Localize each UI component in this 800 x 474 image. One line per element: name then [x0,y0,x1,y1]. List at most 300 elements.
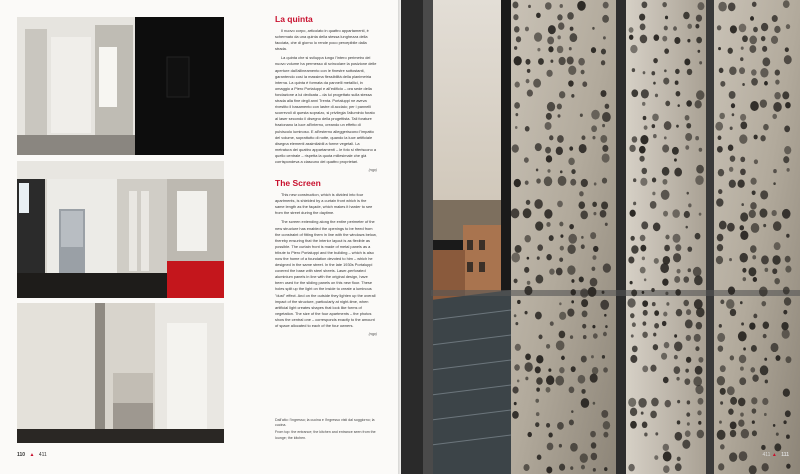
perforation-hole [696,322,703,330]
perforation-hole [763,224,766,227]
perforation-hole [593,246,598,252]
magazine-issue: 411 [762,452,771,458]
perforation-hole [783,389,790,397]
perforation-hole [740,231,748,240]
perforation-hole [545,122,552,130]
perforation-hole [581,70,585,75]
perforation-hole [602,355,605,359]
perforation-hole [676,91,681,96]
perforation-hole [590,431,596,438]
perforation-hole [683,12,690,19]
perforation-hole [697,50,700,53]
perforation-hole [588,287,597,297]
perforation-hole [664,26,668,31]
perforation-hole [568,158,574,165]
perforation-hole [772,210,777,216]
perforation-hole [567,245,575,255]
perforation-hole [629,27,634,33]
perforation-hole [630,313,635,318]
perforation-hole [784,146,791,154]
body-paragraph: This new construction, which is divided into four apartments, is shielded by a curtain front which is the same length as the façade, which makes it harder to see from the street during the daytime. [275,192,373,216]
perforation-hole [677,269,681,274]
perforation-hole [524,362,532,372]
perforation-hole [685,133,692,141]
perforation-hole [661,353,667,360]
perforation-hole [675,69,680,74]
perforation-hole [650,201,657,209]
perforation-hole [557,46,563,53]
perforation-hole [592,367,598,374]
perforation-hole [559,302,561,305]
perforation-hole [748,267,756,276]
perforation-hole [582,310,588,317]
perforation-hole [730,430,736,437]
perforation-hole [763,124,769,130]
perforation-hole [743,277,747,281]
perforation-hole [749,322,755,329]
perforation-hole [741,46,744,49]
perforation-hole [546,113,552,120]
perforation-hole [591,453,598,460]
perforation-hole [580,211,588,220]
perforation-hole [751,345,757,352]
perforation-hole [759,209,767,218]
perforation-hole [514,314,517,317]
perforation-hole [527,281,531,285]
perforation-hole [525,126,530,131]
perforation-hole [583,335,587,339]
perforation-hole [525,27,529,32]
photo-captions [275,418,377,443]
perforation-hole [760,68,768,77]
perforation-hole [557,35,560,39]
perforation-hole [719,221,727,230]
perforation-hole [642,1,648,8]
magazine-logo-icon: ▲ [771,452,777,458]
perforation-hole [730,25,737,33]
perforation-hole [752,408,757,413]
perforation-hole [559,257,563,262]
perforation-hole [640,135,648,144]
perforation-hole [548,368,551,372]
perforation-hole [674,341,682,351]
perforation-hole [687,192,689,195]
perforation-hole [523,208,532,218]
perforation-hole [568,66,576,75]
perforation-hole [698,357,703,363]
perforation-hole [536,178,541,183]
perforation-hole [592,255,596,260]
perforation-hole [730,355,734,360]
perforation-hole [514,102,520,109]
perforation-hole [786,356,792,363]
perforation-hole [765,380,768,384]
perforation-hole [511,253,520,263]
perforation-hole [640,178,647,186]
perforation-hole [772,268,777,274]
perforation-hole [642,422,648,428]
perforation-hole [699,148,703,152]
perforation-hole [536,168,538,171]
perforation-hole [630,210,636,217]
perforation-hole [514,364,520,370]
perforation-hole [630,281,633,285]
perforation-hole [592,202,597,207]
perforation-hole [643,71,646,74]
perforation-hole [664,342,670,348]
perforation-hole [715,122,723,131]
perforation-hole [686,100,692,107]
perforation-hole [675,463,682,471]
perforation-hole [696,307,705,317]
perforation-hole [686,357,691,363]
perforation-hole [730,309,736,316]
perforation-hole [605,223,608,226]
perforation-hole [739,24,747,33]
perforation-hole [536,412,540,416]
perforation-hole [547,37,554,45]
perforation-hole [738,331,747,341]
perforation-hole [547,443,554,451]
perforation-hole [727,223,735,232]
perforation-hole [718,169,724,176]
perforation-hole [525,311,528,315]
perforation-hole [641,411,644,414]
perforation-hole [664,69,667,72]
perforation-hole [762,57,770,66]
perforation-hole [640,245,646,252]
perforation-hole [601,49,606,55]
perforation-hole [751,223,760,233]
perforation-hole [526,79,530,83]
perforation-hole [774,26,780,33]
perforation-hole [640,23,646,30]
perforation-hole [752,255,756,259]
perforation-hole [773,424,776,427]
perforation-hole [578,201,585,209]
perforation-hole [783,420,786,424]
perforation-hole [676,125,679,128]
perforation-hole [750,367,755,372]
perforation-hole [784,297,791,305]
perforation-hole [602,291,605,294]
perforation-hole [536,377,543,385]
perforation-hole [642,365,648,372]
perforation-hole [580,288,588,297]
perforation-hole [603,263,611,272]
perforation-hole [537,455,542,460]
perforation-hole [578,58,585,66]
perforation-hole [559,222,563,227]
perforation-hole [604,314,606,317]
perforation-hole [593,402,596,405]
perforation-hole [717,146,723,153]
perforation-hole [741,429,749,439]
perforation-hole [557,201,563,208]
perforation-hole [644,278,646,281]
perforation-hole [644,433,647,437]
perforation-hole [727,386,735,395]
perforation-hole [728,3,736,12]
perforation-hole [592,325,595,329]
perforation-hole [535,221,543,230]
perforation-hole [524,235,531,242]
perforation-hole [653,58,658,63]
perforation-hole [776,432,779,435]
perforation-hole [738,419,744,426]
perforation-hole [535,312,542,320]
perforation-hole [527,432,532,437]
perforation-hole [785,47,789,52]
perforation-hole [740,301,743,304]
perforation-hole [753,27,758,33]
perforation-hole [642,321,646,325]
perforation-hole [516,36,521,42]
perforation-hole [698,398,704,405]
perforation-hole [685,115,690,121]
perforation-hole [581,244,585,249]
perforation-hole [752,2,757,7]
perforation-hole [773,102,782,112]
perforation-hole [695,175,703,185]
perforation-hole [640,267,646,274]
perforation-hole [674,366,681,374]
perforation-hole [569,224,574,229]
perforation-hole [740,169,746,176]
perforation-hole [650,411,657,419]
perforation-hole [571,366,576,372]
perforation-hole [534,32,542,41]
perforation-hole [517,380,520,383]
perforation-hole [717,430,726,440]
perforation-hole [652,178,656,183]
author-signature: (ngp) [368,168,377,173]
perforated-screen-photo [401,0,800,474]
perforation-hole [578,375,586,384]
perforation-hole [686,226,688,229]
perforation-hole [663,312,667,317]
perforation-hole [603,36,606,39]
perforation-hole [761,255,769,264]
perforation-hole [579,276,584,282]
perforation-hole [739,451,748,461]
perforation-hole [514,402,517,405]
perforation-hole [782,209,791,219]
perforation-hole [605,104,610,109]
perforation-hole [785,410,791,417]
perforation-hole [739,355,746,364]
perforation-hole [720,444,725,449]
perforation-hole [546,344,550,349]
perforation-hole [761,301,766,306]
perforation-hole [546,466,552,473]
perforation-hole [694,275,703,285]
perforation-hole [653,34,659,40]
perforation-hole [720,81,725,87]
section-heading-english: The Screen [275,178,321,189]
perforation-hole [533,79,541,88]
perforation-hole [653,82,656,85]
perforation-hole [728,48,733,54]
right-page-photo [401,0,800,474]
perforation-hole [652,114,659,122]
perforation-hole [546,387,551,393]
perforation-hole [729,91,736,99]
perforation-hole [762,398,768,405]
perforation-hole [569,387,575,394]
perforation-hole [719,324,722,328]
perforation-hole [749,210,756,218]
perforation-hole [696,15,702,22]
perforation-hole [560,4,563,8]
perforation-hole [741,322,744,325]
perforation-hole [512,386,518,393]
perforation-hole [633,178,636,182]
perforation-hole [696,165,704,174]
perforation-hole [662,145,669,153]
perforation-hole [537,256,540,259]
perforation-hole [759,287,768,297]
perforation-hole [653,134,657,138]
perforation-hole [718,136,722,140]
perforation-hole [695,24,699,29]
perforation-hole [570,443,578,452]
perforation-hole [688,268,691,272]
perforation-hole [524,286,532,295]
perforation-hole [684,59,690,66]
caption-english: From top: the entrance; the kitchen and entrance seen from the lounge; the kitchen. [275,430,376,440]
perforation-hole [590,374,598,383]
perforation-hole [673,26,677,30]
perforation-hole [651,398,659,407]
perforation-hole [581,299,588,307]
perforation-hole [740,366,744,370]
perforation-hole [786,234,789,238]
perforation-hole [749,45,756,53]
perforation-hole [513,14,518,20]
perforation-hole [751,69,757,75]
perforation-hole [720,365,726,372]
perforation-hole [781,322,788,330]
perforation-hole [653,223,661,232]
perforation-hole [537,48,540,52]
perforation-hole [783,310,787,315]
perforation-hole [580,113,583,116]
perforation-hole [662,36,667,42]
perforation-hole [753,277,757,282]
perforation-hole [687,39,690,43]
perforation-hole [571,94,574,98]
perforation-hole [627,298,635,307]
perforation-hole [567,56,574,64]
perforation-hole [633,202,636,206]
perforation-hole [594,182,597,185]
perforation-hole [655,94,658,98]
perforation-hole [729,66,736,75]
perforation-hole [717,333,725,342]
perforation-hole [717,244,723,251]
perforation-hole [580,453,588,462]
perforation-hole [652,192,655,196]
photo-entrance [17,17,224,155]
perforation-hole [581,398,590,408]
perforation-hole [654,310,659,316]
perforation-hole [568,80,574,86]
perforation-hole [654,455,658,460]
perforation-hole [545,2,552,10]
perforation-hole [754,135,758,140]
perforation-hole [696,37,702,44]
perforation-hole [773,169,777,173]
perforation-hole [663,211,668,217]
perforation-hole [591,355,594,358]
perforation-hole [536,275,544,284]
perforation-hole [783,156,789,163]
perforation-hole [630,236,634,241]
perforation-hole [590,278,598,287]
perforation-hole [740,253,748,263]
perforation-hole [718,463,724,470]
perforation-hole [527,69,531,73]
perforation-hole [732,113,735,116]
perforation-hole [515,82,520,88]
perforation-hole [567,308,574,316]
perforation-hole [538,335,542,340]
perforation-hole [784,55,792,64]
perforation-hole [683,276,689,282]
perforation-hole [718,345,724,351]
perforation-hole [761,445,766,450]
perforation-hole [570,179,576,186]
perforation-hole [571,279,574,283]
perforation-hole [760,190,768,199]
perforation-hole [581,356,587,363]
perforation-hole [651,71,655,75]
perforation-hole [550,321,554,326]
perforation-hole [525,180,529,184]
perforation-hole [686,123,691,129]
perforation-hole [544,209,552,219]
perforation-hole [570,466,573,470]
perforation-hole [684,211,690,218]
perforation-hole [765,268,769,272]
perforation-hole [546,423,550,428]
perforation-hole [730,155,736,161]
perforation-hole [695,233,701,240]
perforation-hole [752,190,756,195]
perforation-hole [775,79,779,84]
perforation-hole [558,22,564,29]
perforation-hole [577,1,586,11]
perforation-hole [718,189,722,194]
perforation-hole [740,114,746,121]
perforation-hole [665,235,669,240]
perforation-hole [515,245,522,253]
perforation-hole [644,125,648,129]
perforation-hole [602,112,611,122]
perforation-hole [664,121,672,130]
perforation-hole [558,114,561,117]
perforation-hole [557,422,564,430]
perforation-hole [569,420,574,426]
perforation-hole [677,420,681,424]
perforation-hole [685,369,689,373]
perforation-hole [514,26,520,32]
perforation-hole [751,397,757,404]
magazine-issue: 411 [38,452,47,458]
perforation-hole [570,27,574,31]
perforation-hole [581,389,585,394]
